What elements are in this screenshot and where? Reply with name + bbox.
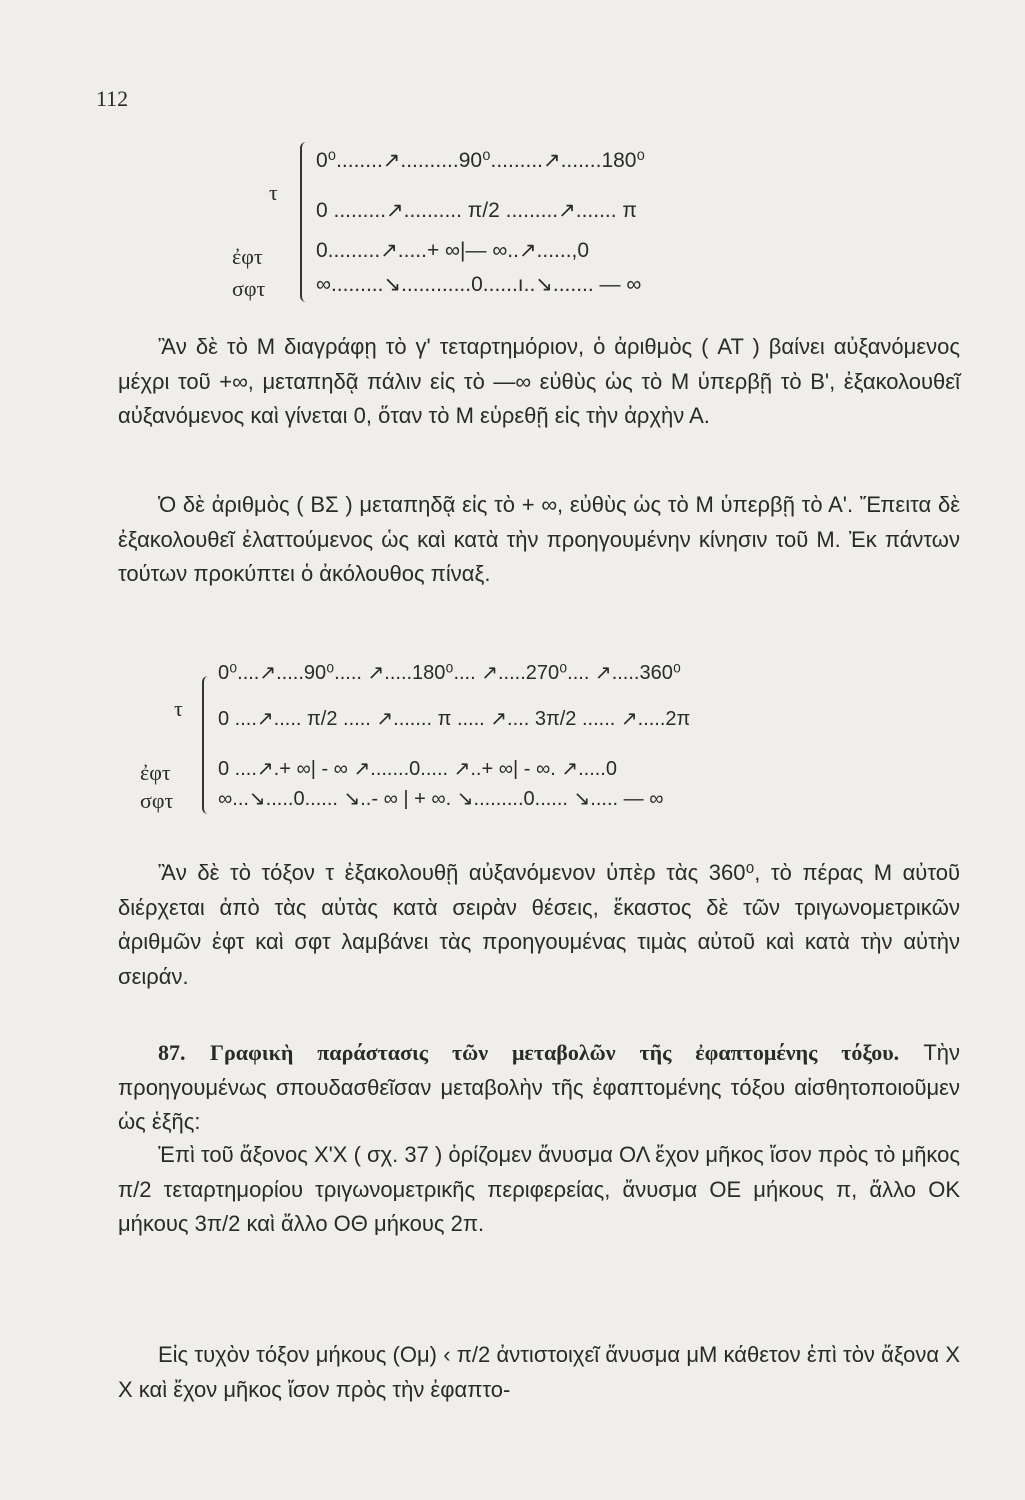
table-2-label-t: τ: [174, 696, 183, 721]
section-87: [118, 1036, 960, 1140]
table-1-row-degrees: 0⁰........↗..........90⁰.........↗.......180⁰: [316, 149, 645, 172]
table-1-row-tau: 0 .........↗.......... π/2 .........↗....... π: [316, 199, 637, 222]
table-2-label-eft: ἐφτ: [140, 760, 171, 785]
table-2-row-eft: 0 ....↗.+ ∞| - ∞ ↗.......0..... ↗..+ ∞| - ∞. ↗.....0: [218, 758, 617, 780]
table-1-row-eft: 0.........↗.....+ ∞|— ∞..↗......,0: [316, 239, 590, 262]
section-number: 87.: [158, 1040, 186, 1065]
table-2-row-sft: ∞...↘.....0...... ↘..- ∞ | + ∞. ↘.........0...... ↘..... — ∞: [218, 788, 664, 810]
table-2-row-degrees: 0⁰....↗.....90⁰..... ↗.....180⁰.... ↗.....270⁰.... ↗.....360⁰: [218, 662, 681, 684]
paragraph-4: Ἐπὶ τοῦ ἄξονος Χ'Χ ( σχ. 37 ) ὁρίζομεν ἄνυσμα ΟΛ ἔχον μῆκος ἴσον πρὸς τὸ μῆκος π/2 τεταρτημορίου τριγωνομετρικῆς περιφερείας, ἄνυσμα ΟΕ μήκους π, ἄλλο ΟΚ μήκους 3π/2 καὶ ἄλλο ΟΘ μήκους 2π.: [118, 1142, 960, 1236]
page-number: 112: [96, 86, 129, 111]
table-1-label-eft: ἐφτ: [232, 244, 263, 269]
table-1-label-t: τ: [269, 180, 278, 205]
paragraph-1: Ἂν δὲ τὸ Μ διαγράφῃ τὸ γ' τεταρτημόριον, ὁ ἀριθμὸς ( AT ) βαίνει αὐξανόμενος μέχρι τοῦ +∞, μεταπηδᾷ πάλιν εἰς τὸ —∞ εὐθὺς ὡς τὸ Μ ὑπερβῇ τὸ Β', ἐξακολουθεῖ αὐξανόμενος καὶ γίνεται 0, ὅταν τὸ Μ εὑρεθῇ εἰς τὴν ἀρχὴν Α.: [118, 334, 960, 428]
section-text: Τὴν προηγουμένως σπουδασθεῖσαν μεταβολὴν τῆς ἐφαπτομένης τόξου αἰσθητοποιοῦμεν ὡς ἑξῆς:: [118, 1040, 960, 1134]
paragraph-2: Ὁ δὲ ἀριθμὸς ( ΒΣ ) μεταπηδᾷ εἰς τὸ + ∞, εὐθὺς ὡς τὸ Μ ὑπερβῇ τὸ Α'. Ἔπειτα δὲ ἐξακολουθεῖ ἐλαττούμενος ὡς καὶ κατὰ τὴν προηγουμένην κίνησιν τοῦ Μ. Ἐκ πάντων τούτων προκύπτει ὁ ἀκόλουθος πίναξ.: [118, 492, 960, 586]
paragraph-5: Εἰς τυχὸν τόξον μήκους (Ομ) ‹ π/2 ἀντιστοιχεῖ ἄνυσμα μΜ κάθετον ἐπὶ τὸν ἄξονα Χ Χ καὶ ἔχον μῆκος ἴσον πρὸς τὴν ἐφαπτο-: [118, 1342, 960, 1402]
table-2-row-tau: 0 ....↗..... π/2 ..... ↗....... π ..... ↗.... 3π/2 ...... ↗.....2π: [218, 708, 691, 730]
table-1-brace: [300, 142, 312, 302]
table-1-row-sft: ∞.........↘............0......ı..↘....... — ∞: [316, 273, 642, 296]
table-1-label-sft: σφτ: [232, 276, 266, 301]
paragraph-3: Ἂν δὲ τὸ τόξον τ ἐξακολουθῇ αὐξανόμενον ὑπὲρ τὰς 360⁰, τὸ πέρας Μ αὐτοῦ διέρχεται ἀπὸ τὰς αὐτὰς κατὰ σειρὰν θέσεις, ἕκαστος δὲ τῶν τριγωνομετρικῶν ἀριθμῶν ἐφτ καὶ σφτ λαμβάνει τὰς προηγουμένας τιμὰς αὐτοῦ καὶ κατὰ τὴν αὐτὴν σειράν.: [118, 860, 960, 989]
table-2-brace: [202, 676, 214, 814]
section-title: Γραφικὴ παράστασις τῶν μεταβολῶν τῆς ἐφαπτομένης τόξου.: [210, 1040, 900, 1065]
table-2-label-sft: σφτ: [140, 788, 174, 813]
